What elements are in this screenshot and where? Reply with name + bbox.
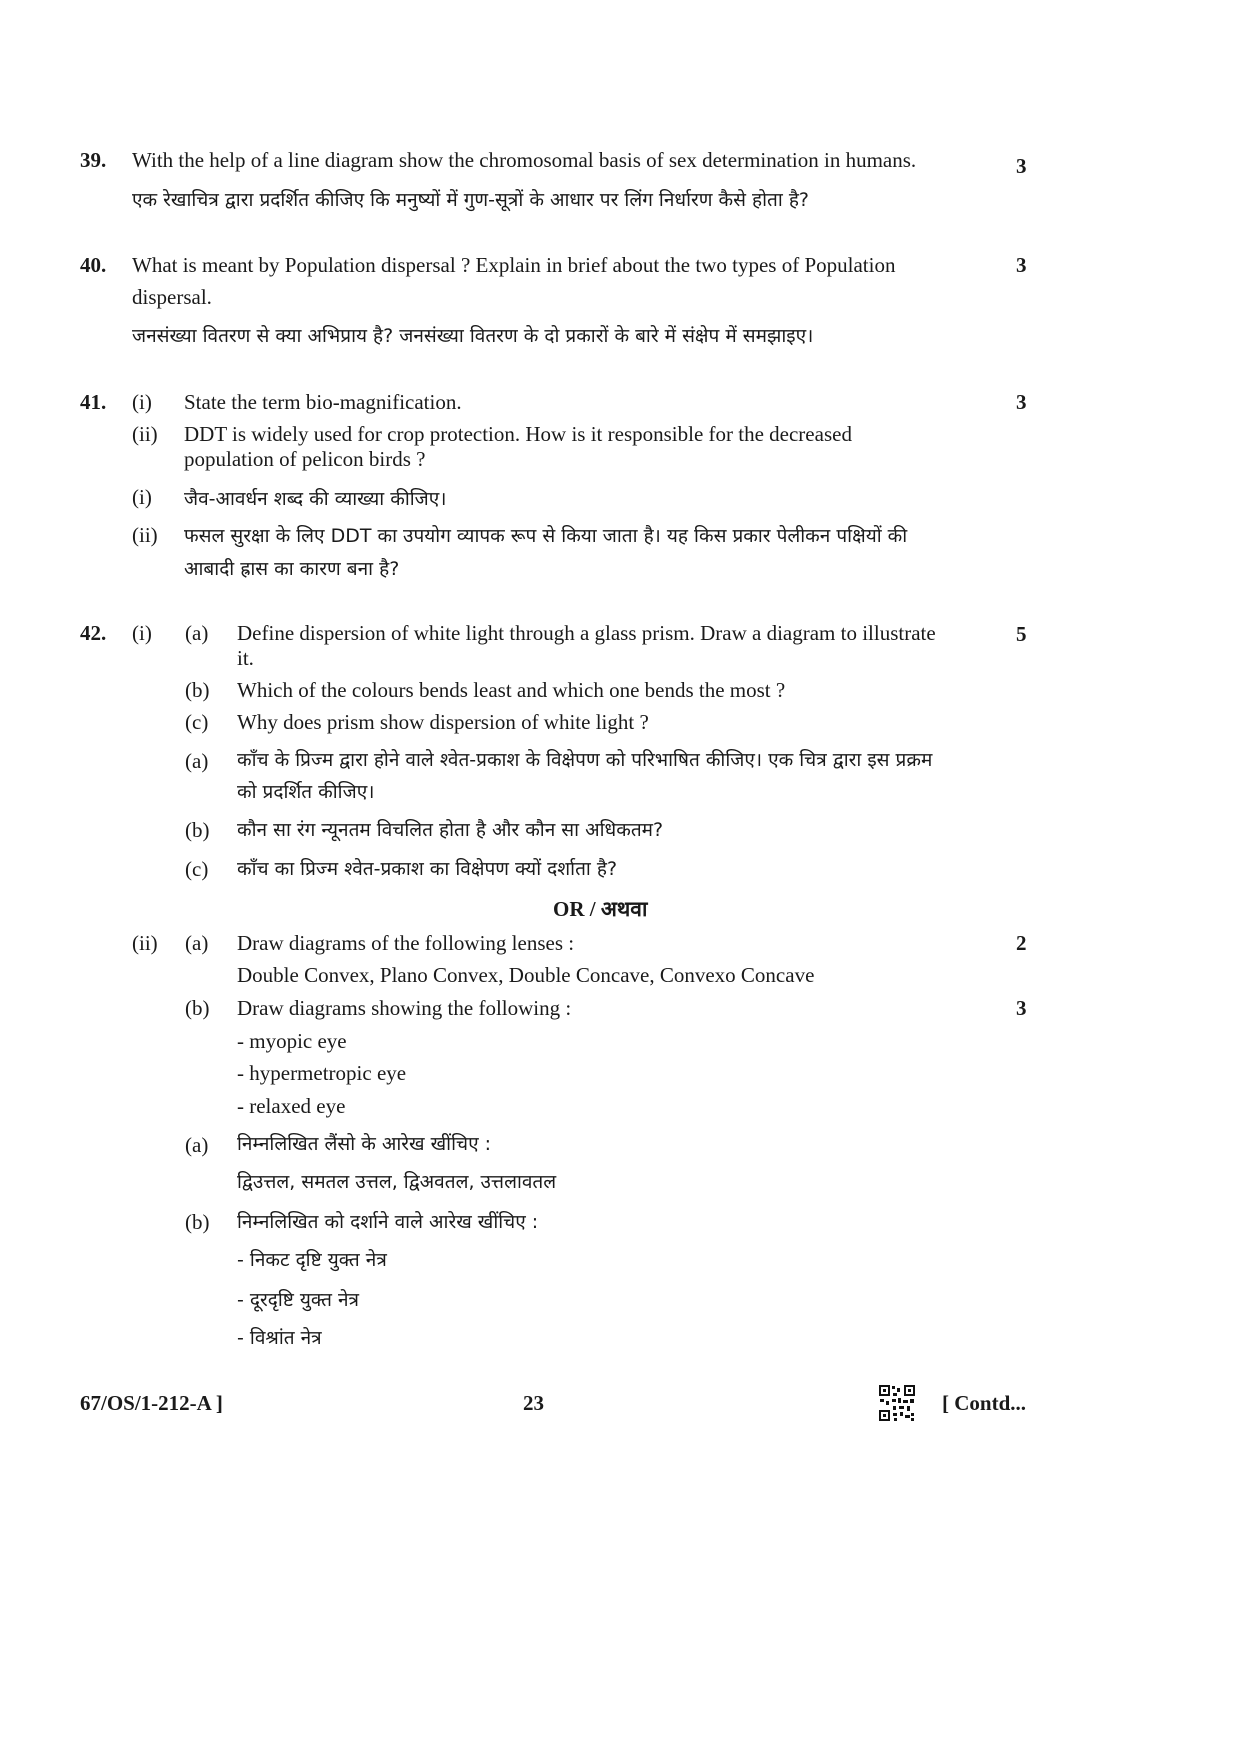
sub-text: Draw diagrams of the following lenses :: [237, 931, 575, 955]
paper-code: 67/OS/1-212-A ]: [80, 1391, 223, 1415]
question-text-en: What is meant by Population dispersal ? Explain in brief about the two types of Population: [132, 253, 896, 277]
page-number: 23: [523, 1391, 544, 1415]
question-number: 42.: [80, 621, 107, 645]
sub-text: Why does prism show dispersion of white light ?: [237, 710, 649, 734]
sub-text: it.: [237, 646, 254, 670]
question-number: 40.: [80, 253, 107, 277]
question-number: 39.: [80, 148, 107, 172]
part-label: (i): [132, 621, 152, 645]
marks: 3: [1016, 390, 1027, 414]
part-text: फसल सुरक्षा के लिए DDT का उपयोग व्यापक रूप से किया जाता है। यह किस प्रकार पेलीकन पक्षियों की: [184, 525, 908, 547]
sub-text: Double Convex, Plano Convex, Double Concave, Convexo Concave: [237, 963, 815, 987]
marks: 3: [1016, 253, 1027, 277]
sub-label: (a): [185, 931, 209, 955]
sub-label: (a): [185, 749, 209, 773]
list-item: - निकट दृष्टि युक्त नेत्र: [237, 1249, 387, 1271]
sub-label: (b): [185, 818, 210, 842]
sub-text: निम्नलिखित लैंसो के आरेख खींचिए :: [237, 1133, 492, 1155]
sub-label: (b): [185, 996, 210, 1020]
part-text: DDT is widely used for crop protection. How is it responsible for the decreased: [184, 422, 852, 446]
part-text: जैव-आवर्धन शब्द की व्याख्या कीजिए।: [184, 488, 447, 510]
list-item: - दूरदृष्टि युक्त नेत्र: [237, 1289, 360, 1311]
sub-label: (c): [185, 857, 209, 881]
question-text-hi: एक रेखाचित्र द्वारा प्रदर्शित कीजिए कि मनुष्यों में गुण-सूत्रों के आधार पर लिंग निर्धारण कैसे होता है?: [132, 189, 810, 211]
sub-text: Define dispersion of white light through a glass prism. Draw a diagram to illustrate: [237, 621, 936, 645]
list-item: - hypermetropic eye: [237, 1061, 407, 1085]
sub-label: (a): [185, 1133, 209, 1157]
sub-text: द्विउत्तल, समतल उत्तल, द्विअवतल, उत्तलावतल: [237, 1171, 557, 1193]
question-text-hi: जनसंख्या वितरण से क्या अभिप्राय है? जनसंख्या वितरण के दो प्रकारों के बारे में संक्षेप में समझाइए।: [132, 325, 814, 347]
qr-code-icon: [878, 1384, 916, 1422]
part-label: (i): [132, 485, 152, 509]
marks: 3: [1016, 154, 1027, 178]
part-text: State the term bio-magnification.: [184, 390, 462, 414]
sub-text: Draw diagrams showing the following :: [237, 996, 572, 1020]
continued-label: [ Contd...: [942, 1391, 1027, 1415]
question-text-en: dispersal.: [132, 285, 212, 309]
part-label: (i): [132, 390, 152, 414]
sub-text: काँच के प्रिज्म द्वारा होने वाले श्वेत-प्रकाश के विक्षेपण को परिभाषित कीजिए। एक चित्र द्वारा इस प्रक्रम: [237, 749, 933, 771]
marks: 2: [1016, 931, 1027, 955]
sub-text: काँच का प्रिज्म श्वेत-प्रकाश का विक्षेपण क्यों दर्शाता है?: [237, 858, 618, 880]
part-label: (ii): [132, 931, 158, 955]
part-text: आबादी ह्रास का कारण बना है?: [184, 558, 400, 580]
sub-text: कौन सा रंग न्यूनतम विचलित होता है और कौन सा अधिकतम?: [237, 819, 664, 841]
sub-label: (a): [185, 621, 209, 645]
question-text-en: With the help of a line diagram show the chromosomal basis of sex determination in humans.: [132, 148, 917, 172]
sub-text: को प्रदर्शित कीजिए।: [237, 781, 375, 803]
sub-text: निम्नलिखित को दर्शाने वाले आरेख खींचिए :: [237, 1211, 539, 1233]
list-item: - relaxed eye: [237, 1094, 346, 1118]
list-item: - myopic eye: [237, 1029, 347, 1053]
marks: 5: [1016, 622, 1027, 646]
part-label: (ii): [132, 523, 158, 547]
sub-text: Which of the colours bends least and which one bends the most ?: [237, 678, 786, 702]
part-text: population of pelicon birds ?: [184, 447, 426, 471]
sub-label: (b): [185, 678, 210, 702]
or-separator: OR / अथवा: [553, 897, 648, 921]
part-label: (ii): [132, 422, 158, 446]
list-item: - विश्रांत नेत्र: [237, 1327, 322, 1349]
marks: 3: [1016, 996, 1027, 1020]
sub-label: (c): [185, 710, 209, 734]
sub-label: (b): [185, 1210, 210, 1234]
question-number: 41.: [80, 390, 107, 414]
